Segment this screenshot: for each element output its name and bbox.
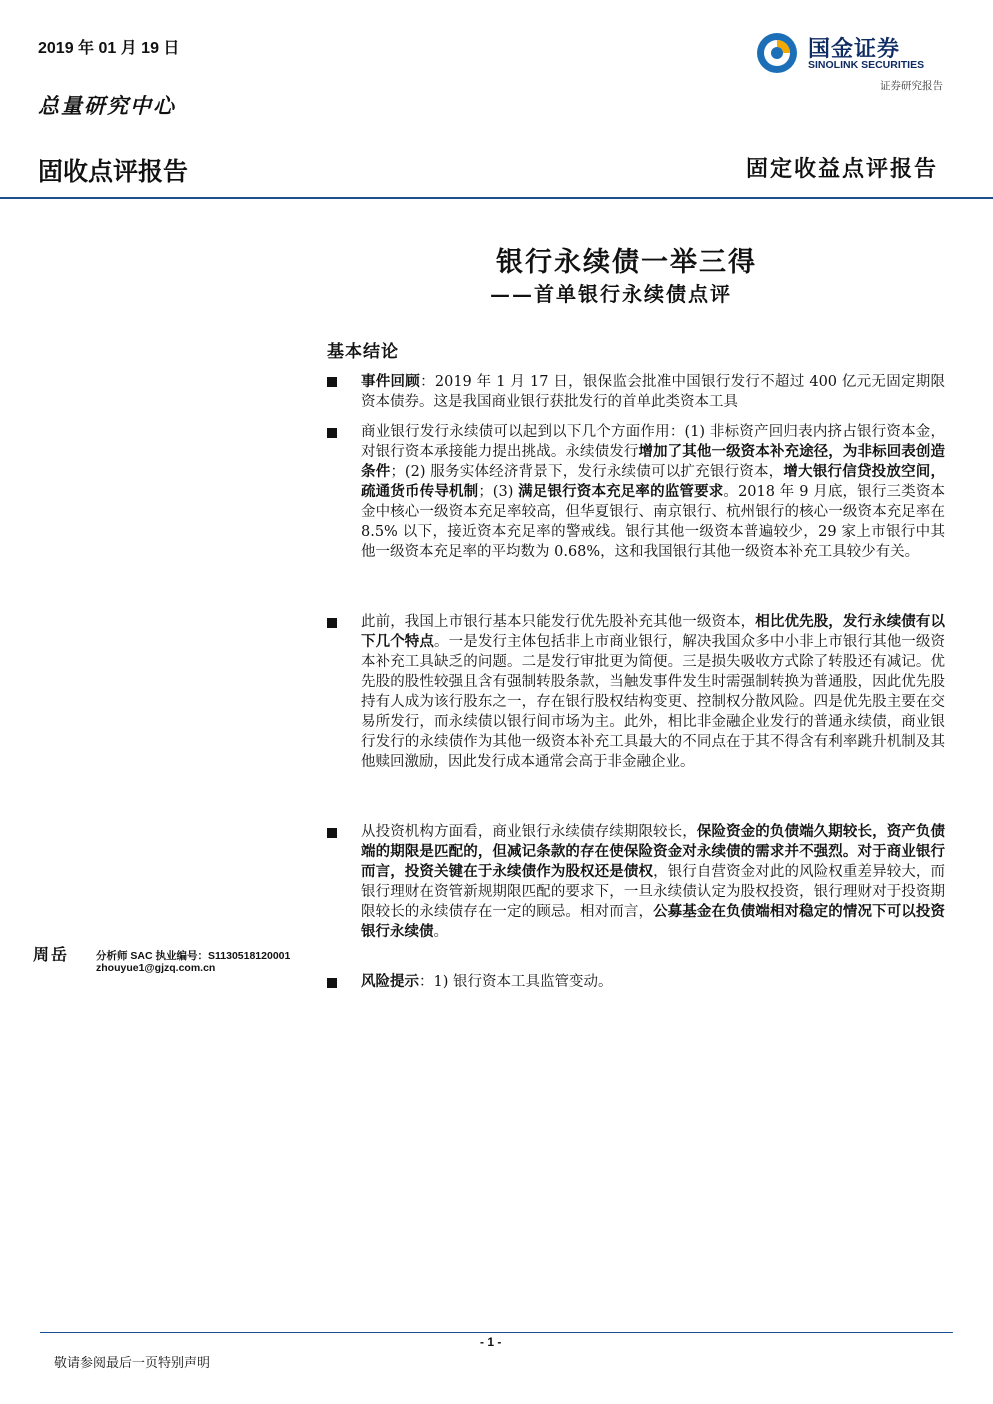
text-run: 。2018 年 9 月底，银行三类资本金中核心一级资本充足率较高，但华夏银行、南京银行、杭州银行的核心一级资本充足率在 8.5% 以下，接近资本充足率的警戒线。银行其他一级资本普遍较少，29 家上市银行中其他一级资本充足率的平均数为 0.68%，这和我国银行其他一级资本补充工具较少有关。 (361, 484, 946, 560)
bullet-icon (327, 618, 337, 628)
text-run: 此前，我国上市银行基本只能发行优先股补充其他一级资本， (361, 614, 756, 630)
bold-text-run: 公募基金在负债端相对稳定的情况下可以投资银行永续债 (361, 903, 946, 940)
text-run: 。一是发行主体包括非上市商业银行，解决我国众多中小非上市银行其他一级资本补充工具缺乏的问题。二是发行审批更为简便。三是损失吸收方式除了转股还有减记。优先股的股性较强且含有强制转股条款，当触发事件发生时需强制转换为普通股，因此优先股持有人成为该行股东之一，存在银行股权结构变更、控制权分散风险。四是优先股主要在交易所发行，而永续债以银行间市场为主。此外，相比非金融企业发行的普通永续债，商业银行发行的永续债作为其他一级资本补充工具最大的不同点在于其不得含有利率跳升机制及其他赎回激励，因此发行成本通常会高于非金融企业。 (361, 634, 945, 770)
section-heading: 基本结论 (327, 342, 399, 362)
report-type-right: 固定收益点评报告 (745, 156, 938, 182)
analyst-certificate: 分析师 SAC 执业编号：S1130518120001 (96, 950, 291, 962)
bold-text-run: 增加了其他一级资本补充途径，为非标回表创造条件 (361, 443, 946, 480)
company-logo (756, 30, 946, 78)
paragraph-functions (361, 422, 945, 562)
paragraph-risk (361, 972, 945, 992)
logo-chinese-name: 国金证券 (808, 36, 901, 61)
department-name: 总量研究中心 (38, 93, 176, 118)
paragraph-features (361, 612, 945, 772)
bold-text-run: 相比优先股，发行永续债有以下几个特点 (361, 613, 946, 650)
text-run: ；(2) 服务实体经济背景下，发行永续债可以扩充银行资本， (390, 464, 784, 480)
report-date: 2019 年 01 月 19 日 (38, 40, 180, 57)
logo-english-name: SINOLINK SECURITIES (808, 59, 925, 71)
bold-text-run: 保险资金的负债端久期较长，资产负债端的期限是匹配的，但减记条款的存在使保险资金对永续债的需求并不强烈。对于商业银行而言，投资关键在于永续债作为股权还是债权 (361, 823, 945, 880)
bold-text-run: 事件回顾 (361, 373, 421, 390)
footer-divider (40, 1332, 953, 1333)
text-run: ；(3) (478, 484, 519, 500)
text-run: 商业银行发行永续债可以起到以下几个方面作用：(1) 非标资产回归表内挤占银行资本金，对银行资本承接能力提出挑战。永续债发行 (361, 424, 945, 460)
page-number: - 1 - (480, 1335, 502, 1349)
text-run: 。 (433, 924, 448, 940)
analyst-name: 周岳 (33, 945, 70, 964)
report-subtitle: ——首单银行永续债点评 (490, 282, 732, 306)
bullet-icon (327, 828, 337, 838)
text-run: ：2019 年 1 月 17 日，银保监会批准中国银行发行不超过 400 亿元无固定期限资本债券。这是我国商业银行获批发行的首单此类资本工具 (361, 374, 946, 410)
bold-text-run: 满足银行资本充足率的监管要求 (518, 483, 724, 500)
text-run: ，银行自营资金对此的风险权重差异较大，而银行理财在资管新规期限匹配的要求下，一旦永续债认定为股权投资，银行理财对于投资期限较长的永续债存在一定的顾忌。相对而言， (361, 864, 946, 920)
bold-text-run: 增大银行信贷投放空间，疏通货币传导机制 (361, 463, 946, 500)
analyst-email[interactable]: zhouyue1@gjzq.com.cn (96, 962, 216, 974)
footer-disclaimer-note: 敬请参阅最后一页特别声明 (54, 1356, 211, 1371)
report-type-left: 固收点评报告 (38, 158, 189, 186)
logo-mark-icon (756, 32, 798, 74)
paragraph-investors (361, 822, 945, 942)
text-run: 从投资机构方面看，商业银行永续债存续期限较长， (361, 824, 697, 840)
text-run: ：1) 银行资本工具监管变动。 (419, 974, 613, 990)
bullet-icon (327, 377, 337, 387)
logo-subtitle: 证券研究报告 (880, 80, 943, 92)
bullet-icon (327, 428, 337, 438)
header-divider (0, 197, 993, 199)
report-title: 银行永续债一举三得 (496, 247, 757, 278)
bold-text-run: 风险提示 (361, 973, 419, 990)
paragraph-event (361, 372, 945, 412)
bullet-icon (327, 978, 337, 988)
